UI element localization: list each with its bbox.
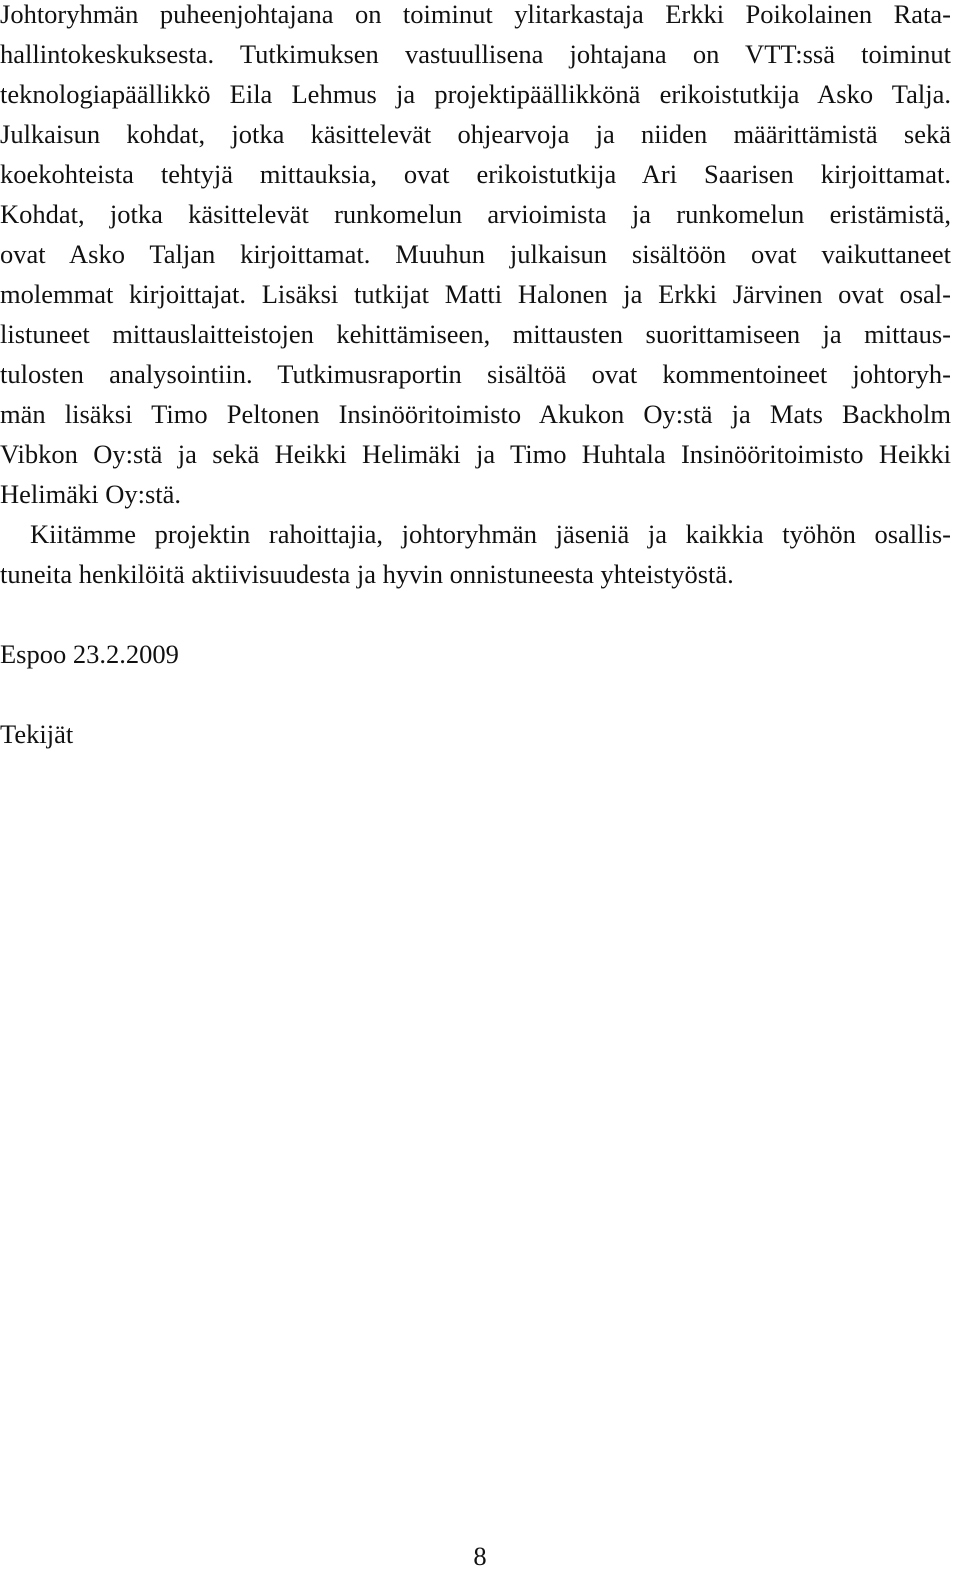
text-line: Kohdat, jotka käsittelevät runkomelun arvioimista ja runkomelun eristämistä, (0, 199, 951, 229)
text-line: listuneet mittauslaitteistojen kehittämiseen, mittausten suorittamiseen ja mittaus- (0, 319, 951, 349)
text-line: Johtoryhmän puheenjohtajana on toiminut ylitarkastaja Erkki Poikolainen Rata- (0, 0, 951, 29)
text-line: Vibkon Oy:stä ja sekä Heikki Helimäki ja Timo Huhtala Insinööritoimisto Heikki (0, 439, 951, 469)
page-number: 8 (473, 1541, 487, 1571)
place-date: Espoo 23.2.2009 (0, 639, 179, 669)
text-line: Julkaisun kohdat, jotka käsittelevät ohjearvoja ja niiden määrittämistä sekä (0, 119, 951, 149)
text-line: Helimäki Oy:stä. (0, 479, 182, 509)
text-line: molemmat kirjoittajat. Lisäksi tutkijat Matti Halonen ja Erkki Järvinen ovat osal- (0, 279, 951, 309)
text-line: koekohteista tehtyjä mittauksia, ovat erikoistutkija Ari Saarisen kirjoittamat. (0, 159, 951, 189)
text-line: tuneita henkilöitä aktiivisuudesta ja hyvin onnistuneesta yhteistyöstä. (0, 559, 734, 589)
text-line: ovat Asko Taljan kirjoittamat. Muuhun julkaisun sisältöön ovat vaikuttaneet (0, 239, 951, 269)
text-line: tulosten analysointiin. Tutkimusraportin sisältöä ovat kommentoineet johtoryh- (0, 359, 951, 389)
text-line: hallintokeskuksesta. Tutkimuksen vastuullisena johtajana on VTT:ssä toiminut (0, 39, 951, 69)
text-line: Kiitämme projektin rahoittajia, johtoryhmän jäseniä ja kaikkia työhön osallis- (30, 519, 951, 549)
text-line: teknologiapäällikkö Eila Lehmus ja projektipäällikkönä erikoistutkija Asko Talja. (0, 79, 951, 109)
signature: Tekijät (0, 719, 74, 749)
text-line: män lisäksi Timo Peltonen Insinööritoimisto Akukon Oy:stä ja Mats Backholm (0, 399, 951, 429)
